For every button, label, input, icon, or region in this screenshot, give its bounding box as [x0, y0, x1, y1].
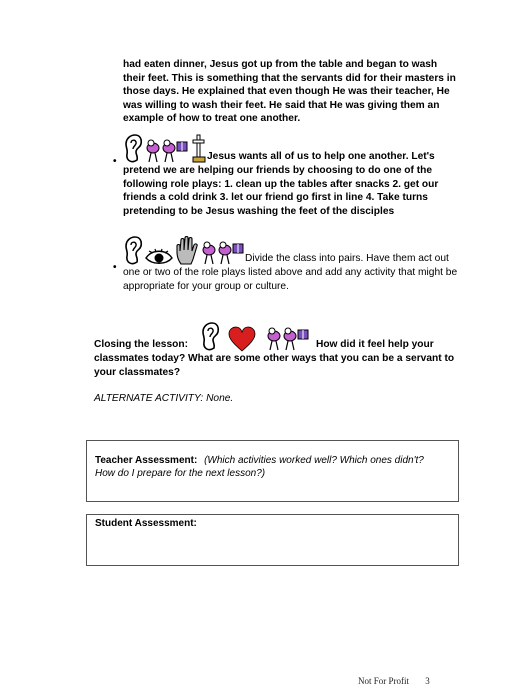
- bird-gift-icon: [145, 138, 189, 164]
- bullet2-line: one or two of the role plays listed above and add any activity that might be: [123, 267, 458, 278]
- bullet1-line: pretending to be Jesus washing the feet of the disciples: [123, 205, 395, 217]
- intro-line: was willing to wash their feet. He said that He was giving them an: [123, 99, 440, 111]
- bullet2-icons: [123, 236, 245, 266]
- teacher-assessment-content: [95, 454, 424, 480]
- bullet1-paragraph: [123, 134, 483, 218]
- teacher-assessment-prompt: How do I prepare for the next lesson?): [95, 468, 266, 479]
- footer-text: Not For Profit: [358, 676, 410, 686]
- closing-line: classmates today? What are some other ways that you can be a servant to: [94, 353, 455, 364]
- intro-line: those days. He explained that even though He was their teacher, He: [123, 86, 450, 98]
- teacher-assessment-label: Teacher Assessment:: [95, 455, 198, 466]
- alternate-activity: ALTERNATE ACTIVITY: None.: [94, 393, 234, 404]
- bullet2-paragraph: [123, 236, 493, 293]
- bullet1-first-line: [123, 134, 483, 164]
- bullet1-line: following role plays: 1. clean up the tables after snacks 2. get our: [123, 178, 439, 190]
- bullet-marker: •: [113, 262, 117, 273]
- bullet2-line: appropriate for your group or culture.: [123, 280, 289, 292]
- bullet1-first-line-text: Jesus wants all of us to help one another. Let's: [207, 151, 435, 163]
- closing-label: Closing the lesson:: [94, 339, 188, 351]
- closing-first-line: [94, 322, 494, 352]
- ear-icon: [123, 134, 143, 164]
- bullet1-icons: [123, 134, 207, 164]
- closing-paragraph: [94, 322, 494, 379]
- cross-icon: [191, 134, 207, 164]
- bird-gift-icon: [266, 326, 310, 352]
- teacher-assessment-box: [86, 440, 459, 502]
- ear-icon: [200, 322, 220, 352]
- intro-line: example of how to treat one another.: [123, 113, 301, 125]
- bullet2-first-line: [123, 236, 493, 266]
- closing-first-line-text: How did it feel help your: [315, 339, 434, 351]
- bullet-marker: •: [113, 156, 117, 167]
- student-assessment-label: Student Assessment:: [95, 518, 197, 529]
- eye-icon: [145, 246, 173, 266]
- ear-icon: [123, 236, 143, 266]
- page-number: 3: [425, 676, 430, 686]
- closing-line: your classmates?: [94, 366, 181, 378]
- intro-paragraph: [123, 58, 483, 126]
- heart-icon: [228, 326, 256, 352]
- closing-icons: [200, 322, 310, 352]
- student-assessment-box: [86, 514, 459, 566]
- intro-line: had eaten dinner, Jesus got up from the table and began to wash: [123, 59, 438, 70]
- bird-gift-icon: [201, 240, 245, 266]
- page-footer: [358, 676, 430, 686]
- teacher-assessment-prompt: (Which activities worked well? Which ones didn't?: [204, 455, 424, 466]
- bullet2-first-line-text: Divide the class into pairs. Have them act out: [245, 253, 449, 265]
- hand-icon: [175, 236, 199, 266]
- bullet1-line: friends a cold drink 3. let our friend go first in line 4. Take turns: [123, 192, 428, 204]
- intro-line: their feet. This is something that the servants did for their masters in: [123, 72, 456, 84]
- bullet1-line: pretend we are helping our friends by choosing to do one of the: [123, 165, 433, 176]
